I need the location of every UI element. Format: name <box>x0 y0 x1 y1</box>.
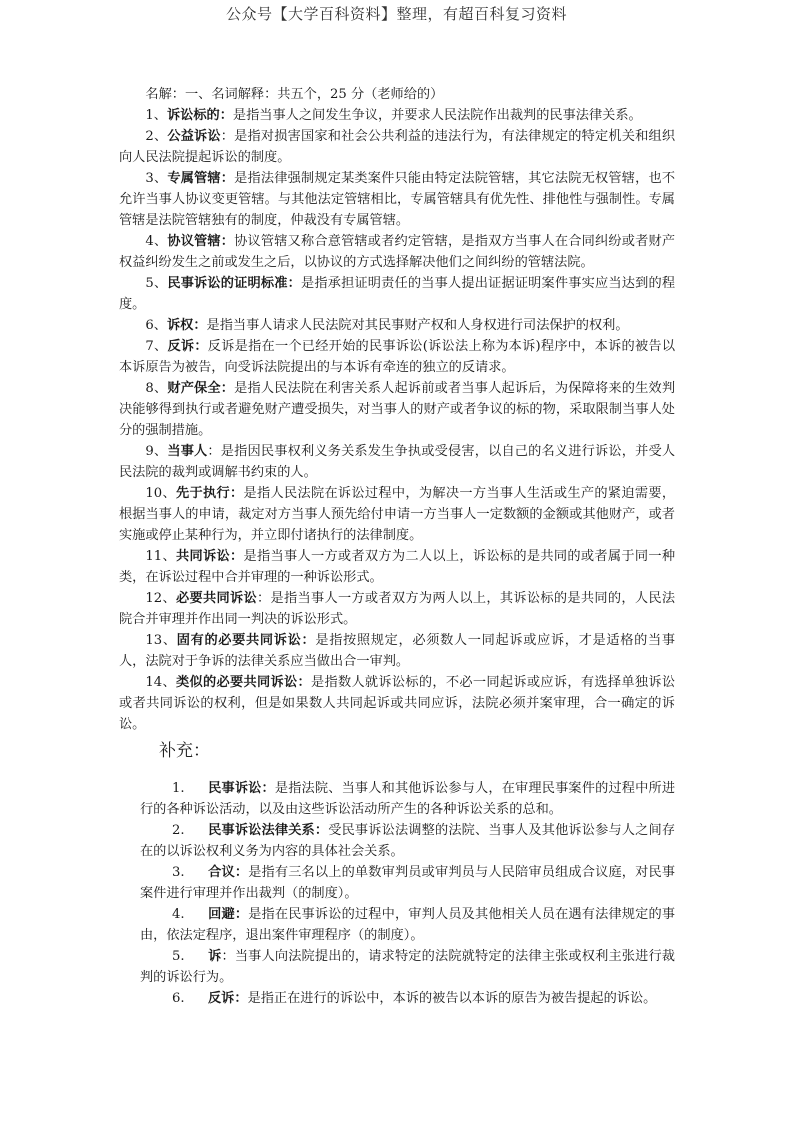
item-number: 8、 <box>145 381 168 396</box>
term: 固有的必要共同诉讼： <box>176 633 316 648</box>
document-body <box>119 84 675 1009</box>
definition-text: 受民事诉讼法调整的法院、当事人及其他诉讼参与人之间存在的以诉讼权利义务为内容的具体社会关系。 <box>140 823 676 859</box>
term: 财产保全： <box>167 381 235 396</box>
term: 合议： <box>208 865 249 880</box>
term: 先于执行： <box>175 486 244 501</box>
item-number: 7、 <box>145 339 168 354</box>
definition-item <box>119 168 675 231</box>
supplement-item <box>140 988 675 1009</box>
item-number: 13、 <box>145 633 177 648</box>
definition-text: 是指当事人之间发生争议，并要求人民法院作出裁判的民事法律关系。 <box>232 108 642 123</box>
definition-text: 是指当事人请求人民法院对其民事财产权和人身权进行司法保护的权利。 <box>206 318 629 333</box>
supplement-item <box>140 820 675 862</box>
page-header: 公众号【大学百科资料】整理，有超百科复习资料 <box>225 5 567 23</box>
term: 必要共同诉讼 <box>175 591 257 606</box>
term: 反诉： <box>208 991 248 1006</box>
term: 共同诉讼： <box>175 549 244 564</box>
definition-item <box>119 105 675 126</box>
definition-item <box>119 315 675 336</box>
supplement-item <box>140 778 675 820</box>
term: 协议管辖： <box>167 234 235 249</box>
item-number: 9、 <box>145 444 168 459</box>
item-number: 2. <box>172 823 185 838</box>
item-number: 5. <box>172 949 185 964</box>
definition-text: 是指数人就诉讼标的，不必一同起诉或应诉，有选择单独诉讼或者共同诉讼的权利，但是如果数人共同起诉或共同应诉，法院必须并案审理，合一确定的诉讼。 <box>119 675 676 732</box>
item-number: 1、 <box>145 108 167 123</box>
definition-text: 是指人民法院在诉讼过程中，为解决一方当事人生活或生产的紧迫需要，根据当事人的申请，裁定对方当事人预先给付申请一方当事人一定数额的金额或其他财产，或者实施或停止某种行为，并立即付诸执行的法律制度。 <box>119 486 676 543</box>
definition-text: 是指法律强制规定某类案件只能由特定法院管辖，其它法院无权管辖，也不允许当事人协议变更管辖。与其他法定管辖相比，专属管辖具有优先性、排他性与强制性。专属管辖是法院管辖独有的制度，仲裁没有专属管辖。 <box>119 171 676 228</box>
definition-text: ：当事人向法院提出的，请求特定的法院就特定的法律主张或权利主张进行裁判的诉讼行为。 <box>140 949 675 985</box>
intro-line: 名解：一、名词解释：共五个，25 分（老师给的） <box>145 87 444 102</box>
definition-text: 反诉是指在一个已经开始的民事诉讼(诉讼法上称为本诉)程序中，本诉的被告以本诉原告为被告，向受诉法院提出的与本诉有牵连的独立的反请求。 <box>119 339 676 375</box>
term: 诉 <box>208 949 222 964</box>
item-number: 5、 <box>145 276 168 291</box>
definition-text: 是指人民法院在利害关系人起诉前或者当事人起诉后，为保障将来的生效判决能够得到执行或者避免财产遭受损失，对当事人的财产或者争议的标的物，采取限制当事人处分的强制措施。 <box>119 381 676 438</box>
definition-item <box>119 630 675 672</box>
term: 诉讼标的： <box>166 108 233 123</box>
definition-text: 是指按照规定，必须数人一同起诉或应诉，才是适格的当事人，法院对于争诉的法律关系应当做出合一审判。 <box>119 633 676 669</box>
term: 民事诉讼： <box>208 781 275 796</box>
term: 专属管辖： <box>167 171 235 186</box>
item-number: 6、 <box>145 318 167 333</box>
term: 民事诉讼的证明标准： <box>167 276 301 291</box>
definition-item <box>119 546 675 588</box>
item-number: 2、 <box>145 129 168 144</box>
item-number: 3、 <box>145 171 168 186</box>
definition-item <box>119 588 675 630</box>
item-number: 3. <box>172 865 185 880</box>
item-number: 11、 <box>145 549 176 564</box>
definition-item <box>119 378 675 441</box>
supplement-item <box>140 946 675 988</box>
definition-item <box>119 336 675 378</box>
definition-text: 是指正在进行的诉讼中，本诉的被告以本诉的原告为被告提起的诉讼。 <box>247 991 657 1006</box>
definition-item <box>119 126 675 168</box>
definition-text: 是指当事人一方或者双方为二人以上，诉讼标的是共同的或者属于同一种类，在诉讼过程中合并审理的一种诉讼形式。 <box>119 549 676 585</box>
definition-item <box>119 231 675 273</box>
supplement-item <box>140 904 675 946</box>
definition-text: 协议管辖又称合意管辖或者约定管辖，是指双方当事人在合同纠纷或者财产权益纠纷发生之前或发生之后，以协议的方式选择解决他们之间纠纷的管辖法院。 <box>119 234 676 270</box>
term: 回避： <box>208 907 249 922</box>
item-number: 10、 <box>145 486 176 501</box>
term: 诉权： <box>166 318 207 333</box>
term: 公益诉讼 <box>167 129 221 144</box>
definition-text: ：是指当事人一方或者双方为两人以上，其诉讼标的是共同的，人民法院合并审理并作出同一判决的诉讼形式。 <box>119 591 676 627</box>
definition-item <box>119 672 675 735</box>
item-number: 12、 <box>145 591 176 606</box>
definition-text: ：是指因民事权利义务关系发生争执或受侵害，以自己的名义进行诉讼，并受人民法院的裁判或调解书约束的人。 <box>119 444 676 480</box>
item-number: 1. <box>172 781 185 796</box>
item-number: 4、 <box>145 234 168 249</box>
item-number: 4. <box>172 907 185 922</box>
supplement-heading: 补充： <box>159 741 210 761</box>
item-number: 6. <box>172 991 185 1006</box>
definition-text: ：是指对损害国家和社会公共利益的违法行为，有法律规定的特定机关和组织向人民法院提起诉讼的制度。 <box>119 129 676 165</box>
definition-text: 是指承担证明责任的当事人提出证据证明案件事实应当达到的程度。 <box>119 276 676 312</box>
item-number: 14、 <box>145 675 176 690</box>
definition-text: 是指法院、当事人和其他诉讼参与人，在审理民事案件的过程中所进行的各种诉讼活动，以及由这些诉讼活动所产生的各种诉讼关系的总和。 <box>140 781 676 817</box>
term: 类似的必要共同诉讼： <box>175 675 311 690</box>
term: 民事诉讼法律关系： <box>208 823 329 838</box>
definitions-list <box>119 105 675 735</box>
definition-text: 是指有三名以上的单数审判员或审判员与人民陪审员组成合议庭，对民事案件进行审理并作出裁判（的制度）。 <box>140 865 676 901</box>
supplement-list <box>140 778 675 1009</box>
definition-item <box>119 441 675 483</box>
term: 反诉： <box>167 339 208 354</box>
definition-item <box>119 483 675 546</box>
definition-text: 是指在民事诉讼的过程中，审判人员及其他相关人员在遇有法律规定的事由，依法定程序，退出案件审理程序（的制度）。 <box>140 907 676 943</box>
definition-item <box>119 273 675 315</box>
supplement-item <box>140 862 675 904</box>
term: 当事人 <box>167 444 208 459</box>
